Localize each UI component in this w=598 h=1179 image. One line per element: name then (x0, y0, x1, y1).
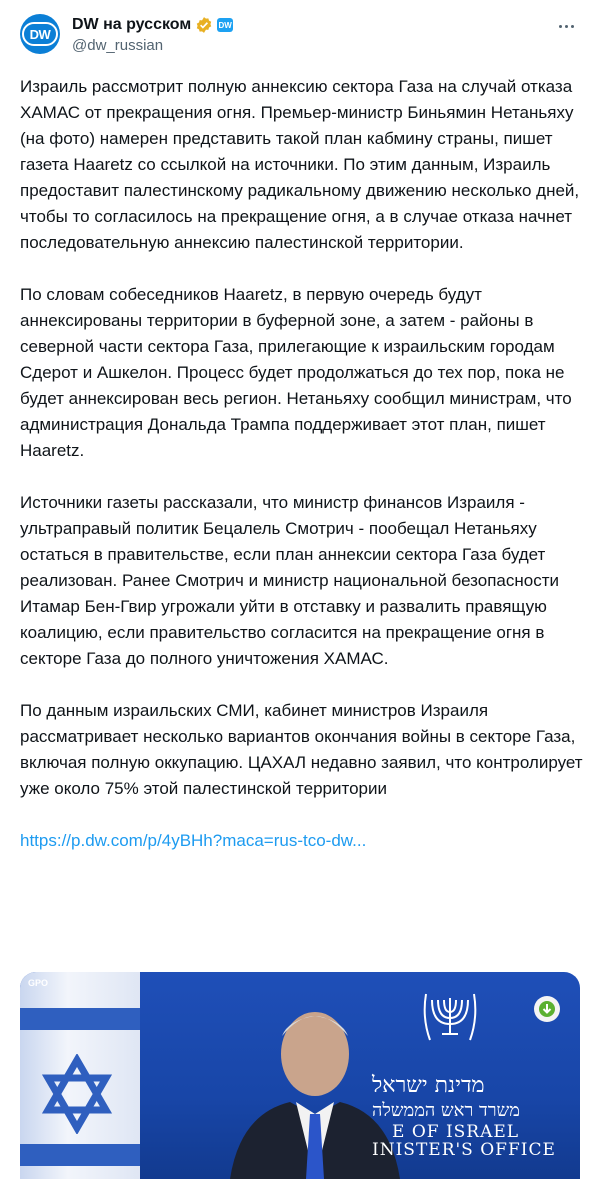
verified-badge-icon (195, 16, 213, 34)
tweet-media-image[interactable] (20, 972, 580, 1179)
article-link[interactable]: https://p.dw.com/p/4yBHh?maca=rus-tco-dw... (20, 831, 367, 850)
gpo-watermark: GPO (28, 978, 49, 988)
affiliate-badge-icon[interactable] (217, 18, 233, 32)
english-caption-line2: INISTER'S OFFICE (372, 1140, 556, 1160)
more-options-icon[interactable] (556, 16, 576, 36)
tweet-paragraph-4: По данным израильских СМИ, кабинет министров Израиля рассматривает несколько вариантов окончания войны в секторе Газа, включая полную оккупацию. ЦАХАЛ недавно заявил, что контролирует уже около 75% этой палестинской территории (20, 701, 583, 798)
israeli-flag (20, 972, 140, 1179)
author-handle[interactable]: @dw_russian (72, 37, 164, 54)
hebrew-caption-line2: משרד ראש הממשלה (372, 1100, 520, 1121)
dw-logo-icon: DW (22, 22, 58, 46)
author-name-row (72, 14, 233, 36)
tweet-paragraph-2: По словам собеседников Haaretz, в первую очередь будут аннексированы территории в буферной зоне, а затем - районы в северной части сектора Газа, прилегающие к израильским городам Сдерот и Ашкелон. Процесс будет продолжаться до тех пор, пока не будет аннексирован весь регион. Нетаньяху сообщил министрам, что администрация Дональда Трампа поддерживает этот план, пишет Haaretz. (20, 285, 572, 460)
star-of-david-icon (42, 1054, 112, 1134)
menorah-emblem-icon (420, 990, 480, 1048)
author-display-name[interactable]: DW на русском (72, 16, 192, 33)
author-avatar[interactable] (20, 14, 60, 54)
tweet-header (0, 0, 598, 70)
tweet-text (20, 74, 586, 854)
tweet-paragraph-3: Источники газеты рассказали, что министр финансов Израиля - ультраправый политик Бецалель Смотрич - пообещал Нетаньяху остаться в правительстве, если план аннексии сектора Газа будет реализован. Ранее Смотрич и министр национальной безопасности Итамар Бен-Гвир угрожали уйти в отставку и развалить правящую коалицию, если правительство согласится на прекращение огня в секторе Газа до полного уничтожения ХАМАС. (20, 493, 560, 668)
hebrew-caption-line1: מדינת ישראל (372, 1073, 485, 1098)
affiliate-badge-text: DW (218, 20, 232, 30)
tweet-paragraph-1: Израиль рассмотрит полную аннексию сектора Газа на случай отказа ХАМАС от прекращения огня. Премьер-министр Биньямин Нетаньяху (на фото) намерен представить такой план кабмину страны, пишет газета Haaretz со ссылкой на источники. По этим данным, Израиль предоставит палестинскому радикальному движению несколько дней, чтобы то согласилось на прекращение огня, а в случае отказа начнет последовательную аннексию палестинской территории. (20, 77, 580, 252)
english-caption-line1: E OF ISRAEL (392, 1122, 520, 1142)
download-arrow-icon[interactable] (534, 996, 560, 1022)
